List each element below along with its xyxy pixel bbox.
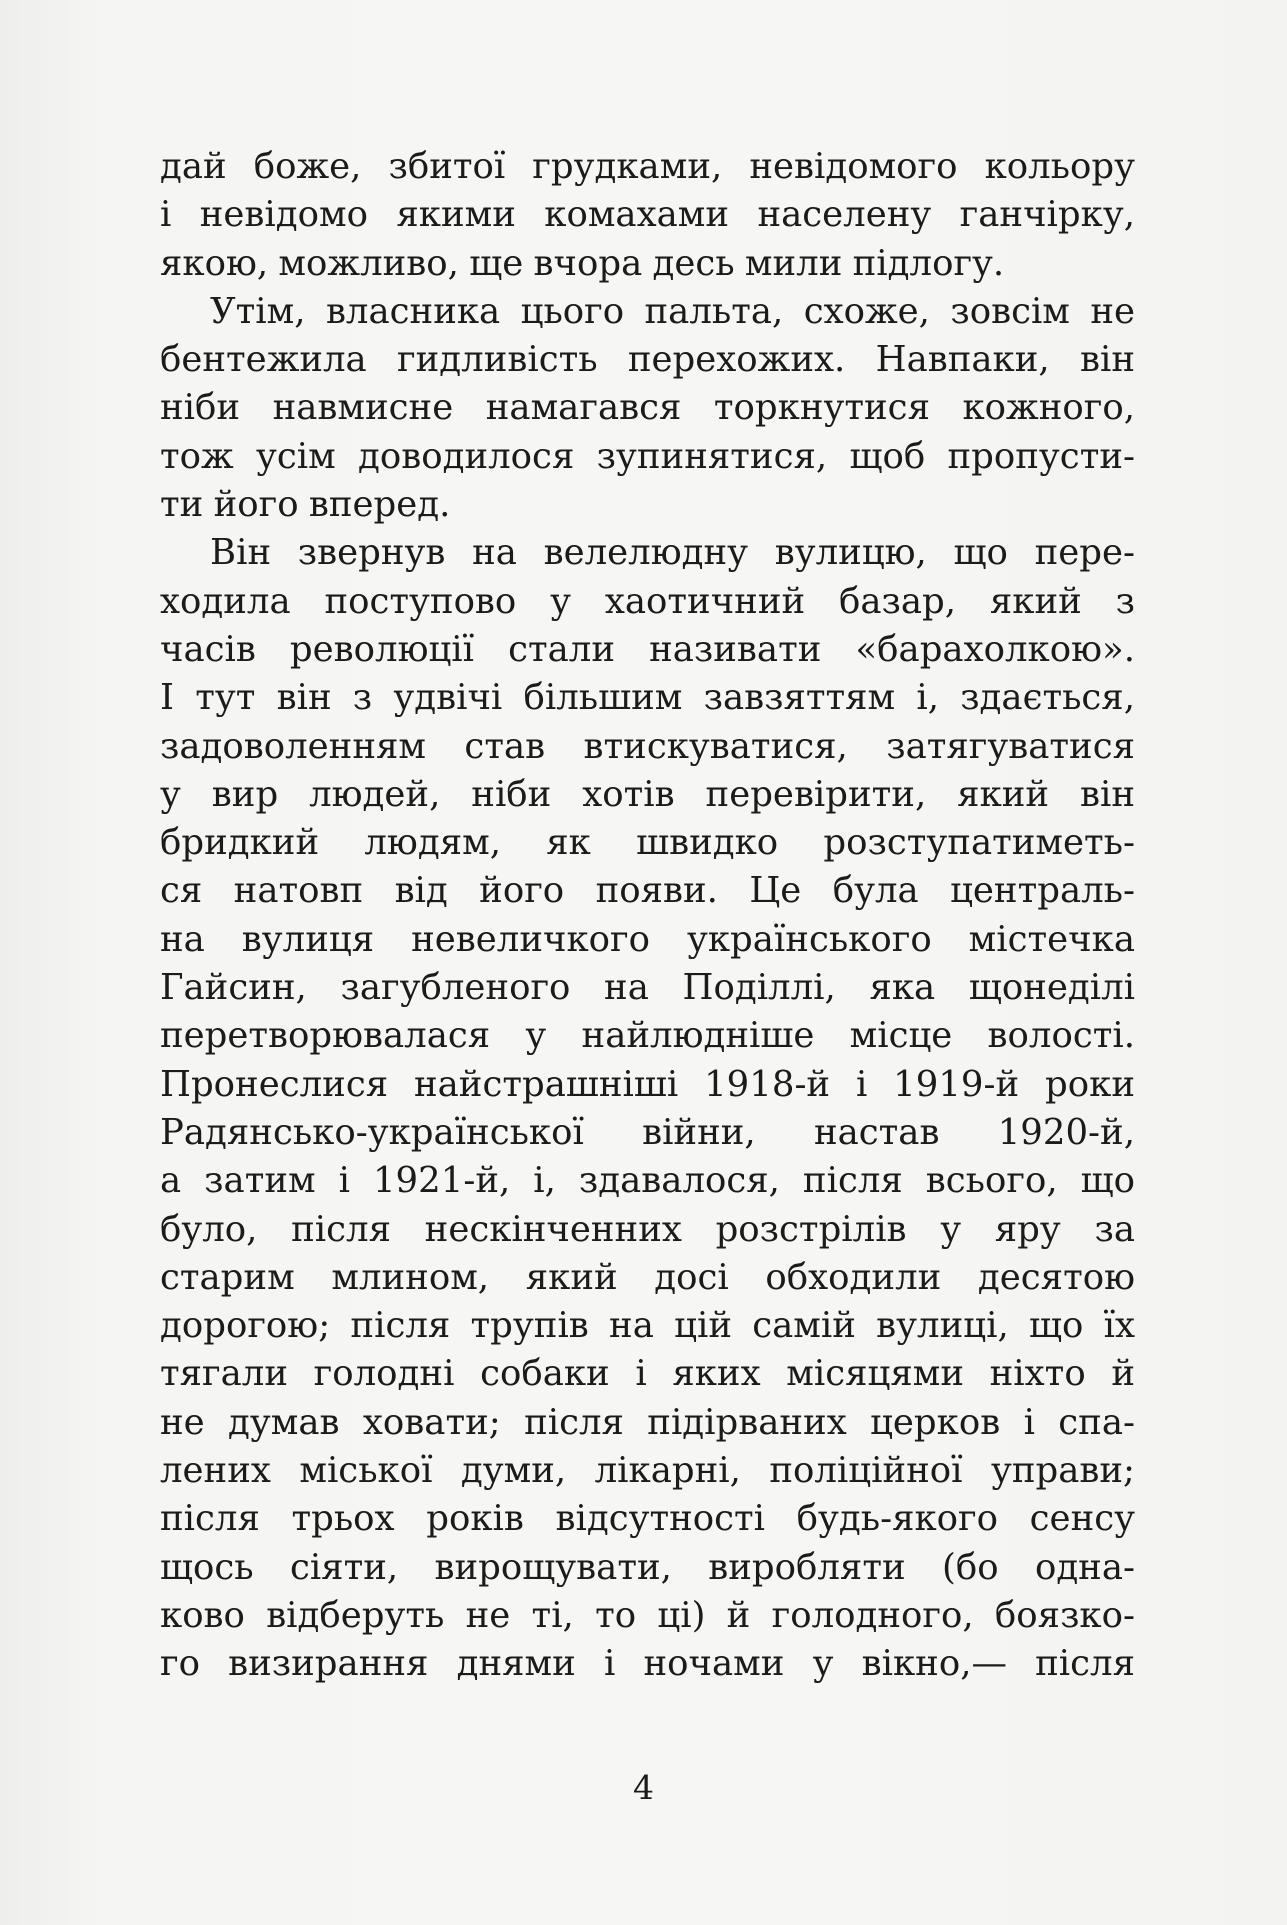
- text-line: го визирання днями і ночами у вікно,— після: [160, 1643, 1135, 1685]
- page-number: 4: [633, 1768, 654, 1807]
- text-line: Пронеслися найстрашніші 1918-й і 1919-й роки: [160, 1063, 1135, 1105]
- paragraph: [160, 143, 1135, 288]
- text-line: Він звернув на велелюдну вулицю, що пере-: [210, 532, 1135, 574]
- text-line: дорогою; після трупів на цій самій вулиці, що їх: [160, 1305, 1135, 1347]
- text-line: ніби навмисне намагався торкнутися кожного,: [160, 387, 1135, 429]
- text-line: задоволенням став втискуватися, затягуватися: [160, 725, 1135, 767]
- text-line: бридкий людям, як швидко розступатиметь-: [160, 822, 1135, 864]
- text-line: щось сіяти, вирощувати, виробляти (бо однa-: [160, 1546, 1135, 1588]
- text-line: Гайсин, загубленого на Поділлі, яка щонеділі: [160, 967, 1135, 1009]
- text-line: якою, можливо, ще вчора десь мили підлогу.: [160, 242, 1005, 284]
- paragraph: [160, 288, 1135, 529]
- paragraph: [160, 529, 1135, 1688]
- text-line: ся натовп від його появи. Це була централь-: [160, 870, 1135, 912]
- text-line: і невідомо якими комахами населену ганчірку,: [160, 194, 1135, 236]
- text-line: дай боже, збитої грудками, невідомого кольору: [160, 146, 1135, 187]
- text-line: Радянсько-української війни, настав 1920-й,: [160, 1111, 1135, 1153]
- text-line: старим млином, який досі обходили десятою: [160, 1256, 1135, 1298]
- text-line: після трьох років відсутності будь-якого сенсу: [160, 1498, 1135, 1540]
- text-line: ково відберуть не ті, то ці) й голодного, боязко-: [160, 1594, 1135, 1636]
- text-line: на вулиця невеличкого українського містечка: [160, 918, 1135, 960]
- text-line: бентежила гидливість перехожих. Навпаки, він: [160, 339, 1135, 381]
- text-line: перетворювалася у найлюдніше місце волості.: [160, 1015, 1135, 1057]
- text-line: не думав ховати; після підірваних церков і спа-: [160, 1401, 1135, 1443]
- text-line: тягали голодні собаки і яких місяцями ніхто й: [160, 1353, 1135, 1395]
- text-line: було, після нескінченних розстрілів у яру за: [160, 1208, 1135, 1250]
- body-text: [160, 143, 1135, 1689]
- text-line: І тут він з удвічі більшим завзяттям і, здається,: [160, 677, 1135, 719]
- text-line: часів революції стали називати «барахолкою».: [160, 628, 1135, 670]
- text-line: Утім, власника цього пальта, схоже, зовсім не: [210, 290, 1135, 332]
- text-line: лених міської думи, лікарні, поліційної управи;: [160, 1450, 1135, 1492]
- text-line: ходила поступово у хаотичний базар, який з: [160, 580, 1135, 622]
- text-line: у вир людей, ніби хотів перевірити, який він: [160, 773, 1135, 815]
- text-line: тож усім доводилося зупинятися, щоб пропусти-: [160, 435, 1135, 477]
- text-line: ти його вперед.: [160, 484, 451, 526]
- text-line: а затим і 1921-й, і, здавалося, після всього, що: [160, 1160, 1135, 1202]
